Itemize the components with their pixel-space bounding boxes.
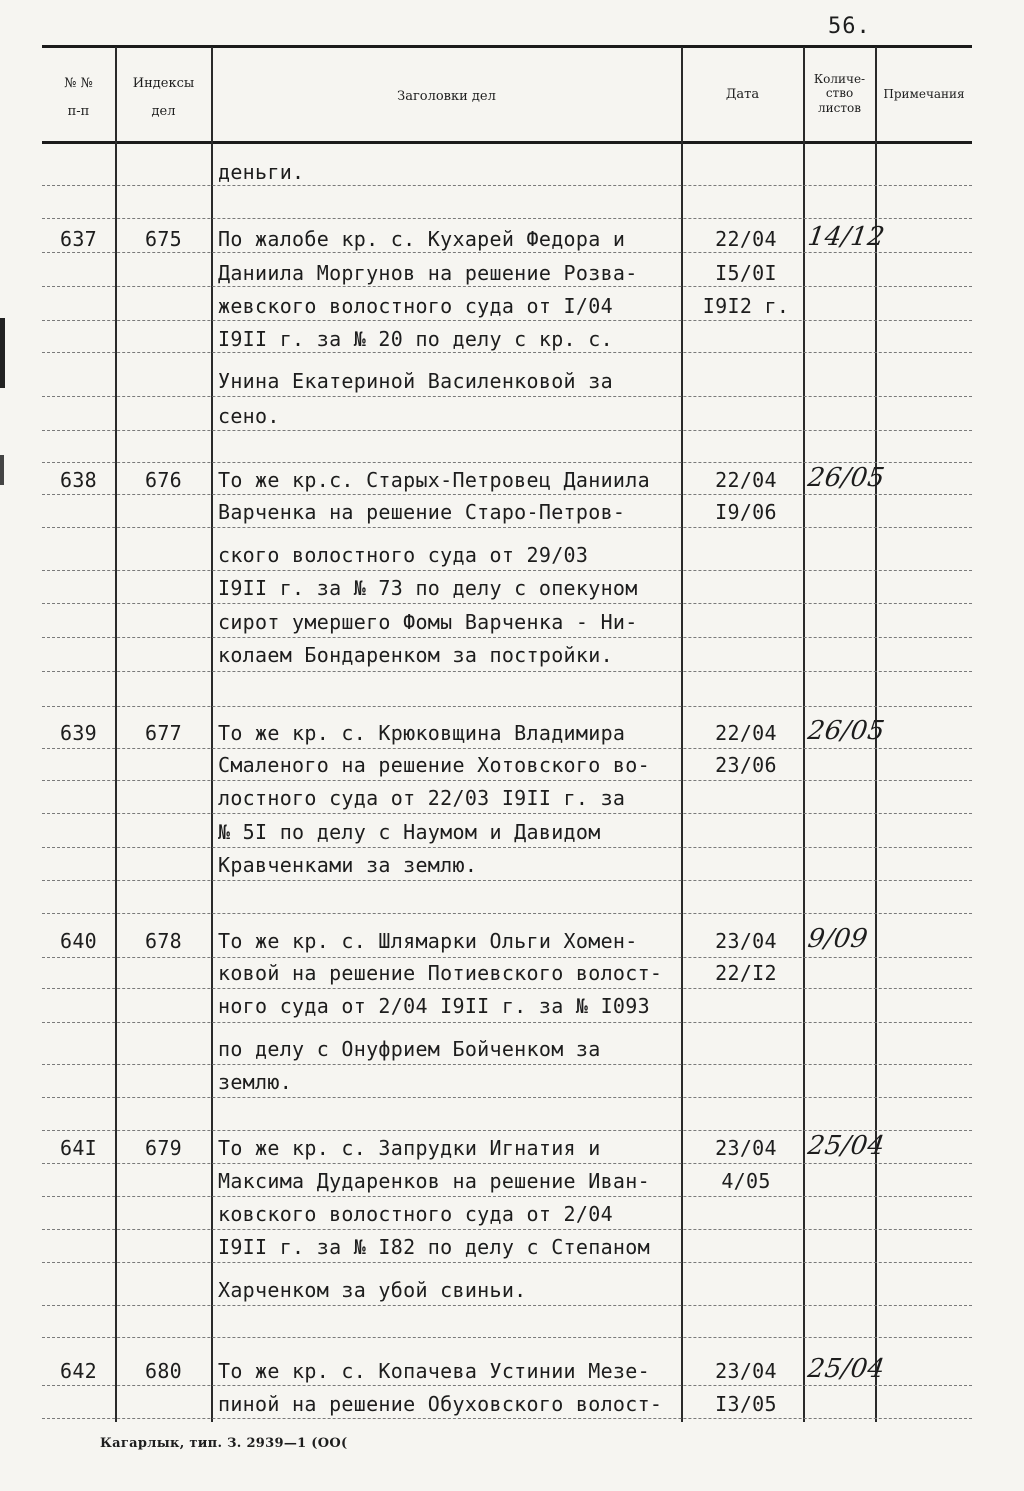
ruled-line bbox=[42, 880, 972, 881]
ruled-line bbox=[42, 988, 972, 989]
ruled-line bbox=[42, 706, 972, 707]
ruled-line bbox=[42, 637, 972, 638]
entry-title-line: землю. bbox=[218, 1070, 293, 1094]
entry-date-start: 22/04 bbox=[715, 721, 777, 745]
header-sheets bbox=[804, 72, 875, 115]
ruled-line bbox=[42, 396, 972, 397]
entry-title-line: ного суда от 2/04 I9II г. за № I093 bbox=[218, 994, 650, 1018]
entry-index: 676 bbox=[144, 468, 183, 492]
entry-sheets-handwritten: 25/04 bbox=[805, 1131, 887, 1161]
entry-title-line: колаем Бондаренком за постройки. bbox=[218, 643, 613, 667]
entry-date-end: 23/06 bbox=[715, 753, 777, 777]
ruled-line bbox=[42, 748, 972, 749]
header-number-line1: № № bbox=[64, 76, 93, 91]
entry-date-end: 22/I2 bbox=[715, 961, 777, 985]
entry-date-end: I9/06 bbox=[715, 500, 777, 524]
entry-index: 679 bbox=[144, 1136, 183, 1160]
ruled-line bbox=[42, 1064, 972, 1065]
entry-index: 680 bbox=[144, 1359, 183, 1383]
ruled-line bbox=[42, 494, 972, 495]
entry-sheets-handwritten: 14/12 bbox=[805, 222, 887, 252]
entry-title-line: Унина Екатериной Василенковой за bbox=[218, 369, 613, 393]
entry-title-line: I9II г. за № 20 по делу с кр. с. bbox=[218, 327, 613, 351]
entry-date-start: 22/04 bbox=[715, 468, 777, 492]
ruled-line bbox=[42, 1097, 972, 1098]
entry-title-line: То же кр. с. Запрудки Игнатия и bbox=[218, 1136, 601, 1160]
header-date: Дата bbox=[725, 87, 760, 102]
entry-date-start: 23/04 bbox=[715, 929, 777, 953]
ruled-line bbox=[42, 1262, 972, 1263]
entry-date-start: 23/04 bbox=[715, 1359, 777, 1383]
printer-imprint: Кагарлык, тип. З. 2939—1 (ОО( bbox=[100, 1436, 348, 1451]
entry-title-line: Смаленого на решение Хотовского во- bbox=[218, 753, 650, 777]
page-number: 56. bbox=[828, 14, 871, 39]
entry-title-line: ковой на решение Потиевского волост- bbox=[218, 961, 663, 985]
entry-title-line: I9II г. за № 73 по делу с опекуном bbox=[218, 576, 638, 600]
entry-date-end: I5/0I bbox=[715, 261, 777, 285]
entry-title-line: по делу с Онуфрием Бойченком за bbox=[218, 1037, 601, 1061]
ruled-line bbox=[42, 185, 972, 186]
column-divider bbox=[211, 47, 213, 1422]
entry-number: 64I bbox=[59, 1136, 98, 1160]
ruled-line bbox=[42, 847, 972, 848]
table-top-rule bbox=[42, 45, 972, 48]
ruled-line bbox=[42, 813, 972, 814]
entry-title-line: То же кр. с. Шлямарки Ольги Хомен- bbox=[218, 929, 638, 953]
entry-sheets-handwritten: 26/05 bbox=[805, 716, 887, 746]
ruled-line bbox=[42, 1418, 972, 1419]
entry-number: 640 bbox=[59, 929, 98, 953]
ruled-line bbox=[42, 1305, 972, 1306]
entry-sheets-handwritten: 25/04 bbox=[805, 1354, 887, 1384]
scan-edge-mark bbox=[0, 318, 5, 388]
entry-title-line: пиной на решение Обуховского волост- bbox=[218, 1392, 663, 1416]
entry-title-line: № 5I по делу с Наумом и Давидом bbox=[218, 820, 601, 844]
ruled-line bbox=[42, 1196, 972, 1197]
header-notes: Примечания bbox=[883, 87, 965, 101]
ruled-line bbox=[42, 671, 972, 672]
header-sheets-line3: листов bbox=[818, 100, 861, 115]
entry-number: 637 bbox=[59, 227, 98, 251]
entry-title-line: Харченком за убой свиньи. bbox=[218, 1278, 527, 1302]
entry-title-line: Варченка на решение Старо-Петров- bbox=[218, 500, 626, 524]
ruled-line bbox=[42, 352, 972, 353]
ruled-line bbox=[42, 1385, 972, 1386]
entry-title-line: То же кр. с. Крюковщина Владимира bbox=[218, 721, 626, 745]
entry-number: 639 bbox=[59, 721, 98, 745]
entry-date-end: I3/05 bbox=[715, 1392, 777, 1416]
header-number-line2: п-п bbox=[67, 104, 90, 120]
entry-title-line: Максима Дударенков на решение Иван- bbox=[218, 1169, 650, 1193]
entry-date-start: 22/04 bbox=[715, 227, 777, 251]
ruled-line bbox=[42, 286, 972, 287]
column-divider bbox=[681, 47, 683, 1422]
entry-title-line: ского волостного суда от 29/03 bbox=[218, 543, 589, 567]
ruled-line bbox=[42, 570, 972, 571]
header-index bbox=[116, 76, 211, 121]
ruled-line bbox=[42, 218, 972, 219]
entry-title-line: сено. bbox=[218, 404, 280, 428]
entry-sheets-handwritten: 26/05 bbox=[805, 463, 887, 493]
entry-date-year: I9I2 г. bbox=[702, 294, 790, 318]
entry-title-line: То же кр.с. Старых-Петровец Даниила bbox=[218, 468, 650, 492]
entry-index: 675 bbox=[144, 227, 183, 251]
ruled-line bbox=[42, 320, 972, 321]
entry-title-line: I9II г. за № I82 по делу с Степаном bbox=[218, 1235, 650, 1259]
entry-title-line: Кравченками за землю. bbox=[218, 853, 478, 877]
ruled-line bbox=[42, 1337, 972, 1338]
ruled-line bbox=[42, 1022, 972, 1023]
column-divider bbox=[803, 47, 805, 1422]
entry-title-line: сирот умершего Фомы Варченка - Ни- bbox=[218, 610, 638, 634]
carryover-text: деньги. bbox=[218, 160, 305, 184]
entry-index: 678 bbox=[144, 929, 183, 953]
entry-date-end: 4/05 bbox=[721, 1169, 771, 1193]
ruled-line bbox=[42, 1163, 972, 1164]
entry-title-line: Даниила Моргунов на решение Розва- bbox=[218, 261, 638, 285]
ruled-line bbox=[42, 1229, 972, 1230]
ruled-line bbox=[42, 957, 972, 958]
header-bottom-rule bbox=[42, 141, 972, 144]
header-sheets-line2: ство bbox=[825, 86, 854, 101]
entry-title-line: жевского волостного суда от I/04 bbox=[218, 294, 613, 318]
header-index-line1: Индексы bbox=[132, 76, 195, 91]
entry-sheets-handwritten: 9/09 bbox=[805, 924, 870, 954]
header-sheets-line1: Количе- bbox=[813, 72, 866, 86]
entry-title-line: лостного суда от 22/03 I9II г. за bbox=[218, 786, 626, 810]
header-number bbox=[42, 76, 115, 121]
entry-title-line: То же кр. с. Копачева Устинии Мезе- bbox=[218, 1359, 650, 1383]
ruled-line bbox=[42, 603, 972, 604]
entry-title-line: По жалобе кр. с. Кухарей Федора и bbox=[218, 227, 626, 251]
ruled-line bbox=[42, 780, 972, 781]
entry-number: 638 bbox=[59, 468, 98, 492]
entry-date-start: 23/04 bbox=[715, 1136, 777, 1160]
ruled-line bbox=[42, 252, 972, 253]
header-title: Заголовки дел bbox=[397, 89, 496, 104]
entry-title-line: ковского волостного суда от 2/04 bbox=[218, 1202, 613, 1226]
ruled-line bbox=[42, 527, 972, 528]
entry-number: 642 bbox=[59, 1359, 98, 1383]
scan-edge-mark bbox=[0, 455, 4, 485]
header-index-line2: дел bbox=[151, 104, 176, 120]
ruled-line bbox=[42, 913, 972, 914]
ruled-line bbox=[42, 430, 972, 431]
entry-index: 677 bbox=[144, 721, 183, 745]
